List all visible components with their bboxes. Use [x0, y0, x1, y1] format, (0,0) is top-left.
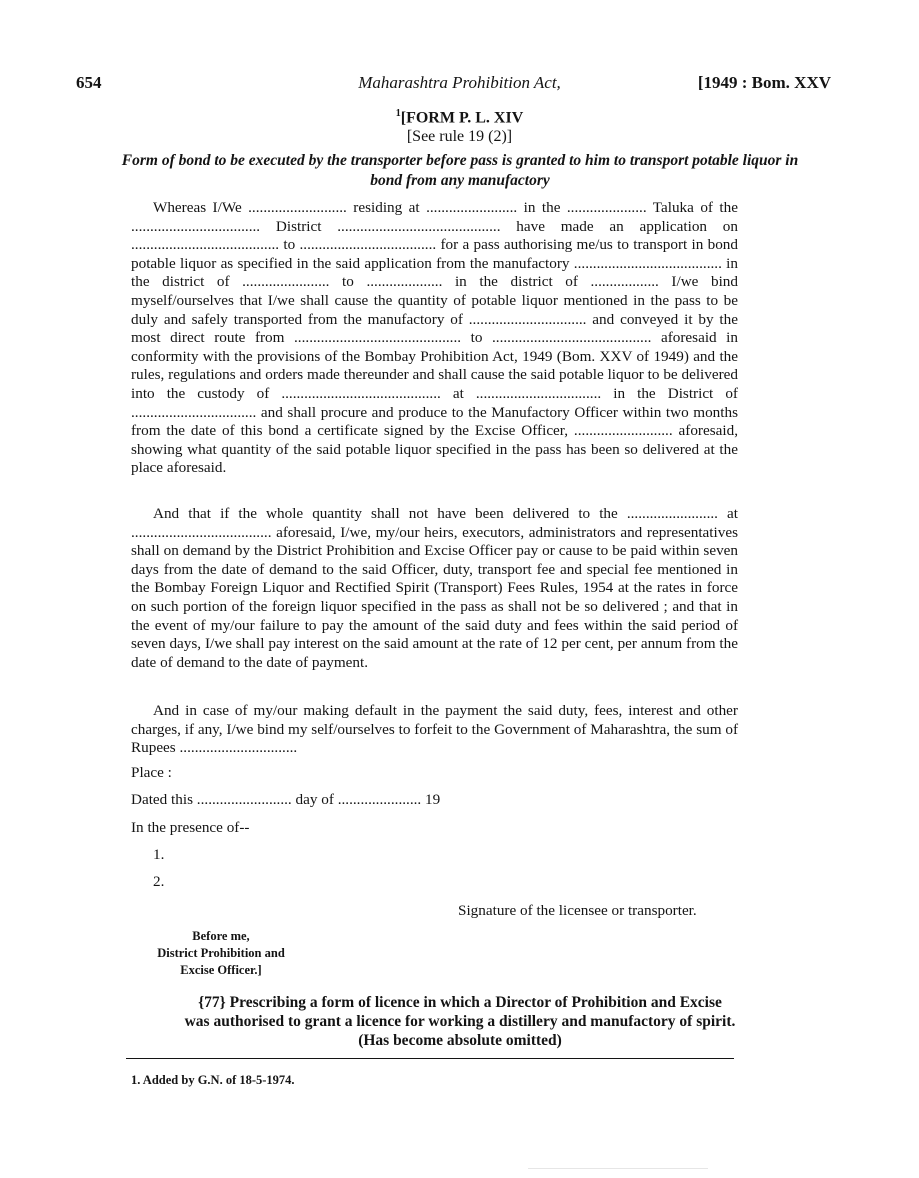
- footnote-marker: 1: [395, 108, 401, 119]
- witness-2: 2.: [153, 873, 165, 890]
- paragraph-text: And in case of my/our making default in the payment the said duty, fees, interest and other charges, if any, I/we bind my self/ourselves to forfeit to the Government of Maharashtra, the sum of Rupees ...............................: [131, 702, 738, 757]
- running-title: Maharashtra Prohibition Act,: [358, 73, 561, 92]
- footnote: 1. Added by G.N. of 18-5-1974.: [131, 1073, 295, 1087]
- before-officer-block: [141, 928, 301, 979]
- bond-paragraph-2: [131, 505, 738, 672]
- act-reference: [1949 : Bom. XXV: [697, 73, 831, 92]
- dated-field: Dated this ......................... day of ...................... 19: [131, 791, 441, 808]
- bond-paragraph-3: [131, 702, 738, 758]
- place-field: Place :: [131, 764, 172, 781]
- note-line-3: (Has become absolute omitted): [358, 1032, 562, 1049]
- form-title-text: [FORM P. L. XIV: [400, 109, 524, 127]
- note-line-1: {77} Prescribing a form of licence in which a Director of Prohibition and Excise: [198, 994, 722, 1011]
- before-line-1: Before me,: [192, 929, 250, 943]
- paragraph-text: Whereas I/We .......................... residing at ........................ in the ..................... Taluka of the .................................. District ........................................... have made an application on ....................................... to .................................... for a pass authorising me/us to transport in bond potable liquor as specified in the said application from the manufactory ....................................... in the district of ....................... to .................... in the district of .................. I/we bind myself/ourselves that I/we shall cause the quantity of potable liquor mentioned in the pass to be duly and safely transported from the manufactory of ............................... and conveyed it by the most direct route from ............................................ to .......................................... aforesaid in conformity with the provisions of the Bombay Prohibition Act, 1949 (Bom. XXV of 1949) and the rules, regulations and orders made thereunder and shall cause the said potable liquor to be delivered into the custody of .......................................... at ................................. in the District of ................................. and shall procure and produce to the Manufactory Officer within two months from the date of this bond a certificate signed by the Excise Officer, .......................... aforesaid, showing what quantity of the said potable liquor specified in the pass has been so delivered at the place aforesaid.: [131, 199, 738, 477]
- paragraph-text: And that if the whole quantity shall not have been delivered to the ........................ at ..................................... aforesaid, I/we, my/our heirs, executors, administrators and representatives shall on demand by the District Prohibition and Excise Officer pay or cause to be paid within seven days from the date of demand to the said Officer, duty, transport fee and special fee mentioned in the Bombay Foreign Liquor and Rectified Spirit (Transport) Fees Rules, 1954 at the rates in force on such portion of the foreign liquor specified in the pass as shall not be so delivered ; and that in the event of my/our failure to pay the amount of the said duty and fees within the said period of seven days, I/we shall pay interest on the said amount at the rate of 12 per cent, per annum from the date of demand to the date of payment.: [131, 505, 738, 671]
- note-line-2: was authorised to grant a licence for working a distillery and manufactory of spirit.: [184, 1013, 736, 1030]
- witness-1: 1.: [153, 846, 165, 863]
- form-rule-reference: [See rule 19 (2)]: [406, 128, 513, 145]
- presence-label: In the presence of--: [131, 819, 250, 836]
- bond-paragraph-1: [131, 199, 738, 478]
- page-number: 654: [76, 73, 102, 92]
- form-title: [0, 108, 919, 127]
- signature-label: Signature of the licensee or transporter.: [458, 902, 697, 919]
- omitted-section-note: [120, 993, 800, 1050]
- before-line-3: Excise Officer.]: [180, 963, 262, 977]
- before-line-2: District Prohibition and: [157, 946, 285, 960]
- form-heading: Form of bond to be executed by the transporter before pass is granted to him to transport potable liquor in bond from any manufactory: [121, 152, 799, 189]
- footnote-divider: [126, 1058, 734, 1059]
- page-header: [0, 73, 919, 97]
- scan-artifact-line: [528, 1168, 708, 1169]
